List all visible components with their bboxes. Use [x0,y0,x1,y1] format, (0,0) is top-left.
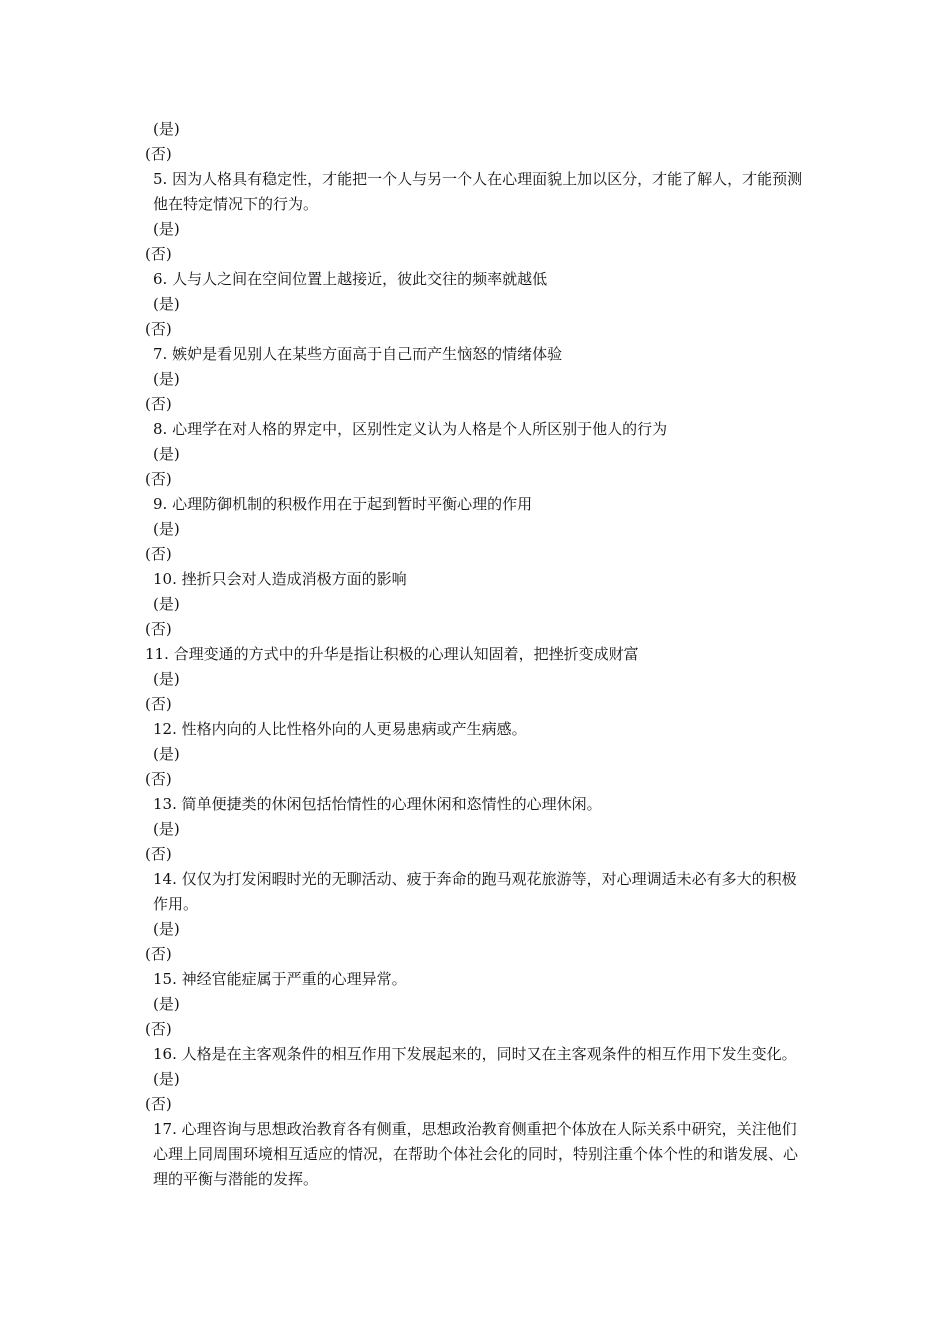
answer-no: (否) [145,845,172,863]
answer-no: (否) [145,545,172,563]
answer-yes: (是) [153,995,180,1013]
question-14: 14. 仅仅为打发闲暇时光的无聊活动、疲于奔命的跑马观花旅游等，对心理调适未必有多大的积极作用。 [153,870,797,913]
answer-no: (否) [145,245,172,263]
answer-yes: (是) [153,370,180,388]
question-9: 9. 心理防御机制的积极作用在于起到暂时平衡心理的作用 [153,495,533,513]
question-11: 11. 合理变通的方式中的升华是指让积极的心理认知固着，把挫折变成财富 [145,645,639,663]
answer-no: (否) [145,1095,172,1113]
answer-yes: (是) [153,920,180,938]
answer-yes: (是) [153,445,180,463]
question-list [145,117,810,1192]
answer-yes: (是) [153,820,180,838]
question-6: 6. 人与人之间在空间位置上越接近，彼此交往的频率就越低 [153,270,548,288]
question-8: 8. 心理学在对人格的界定中，区别性定义认为人格是个人所区别于他人的行为 [153,420,668,438]
question-13: 13. 简单便捷类的休闲包括怡情性的心理休闲和恣情性的心理休闲。 [153,795,602,813]
question-10: 10. 挫折只会对人造成消极方面的影响 [153,570,407,588]
answer-no: (否) [145,770,172,788]
answer-no: (否) [145,1020,172,1038]
answer-no: (否) [145,145,172,163]
answer-yes: (是) [153,120,180,138]
question-7: 7. 嫉妒是看见别人在某些方面高于自己而产生恼怒的情绪体验 [153,345,563,363]
question-5: 5. 因为人格具有稳定性，才能把一个人与另一个人在心理面貌上加以区分，才能了解人，才能预测他在特定情况下的行为。 [153,170,803,213]
answer-yes: (是) [153,595,180,613]
answer-no: (否) [145,695,172,713]
answer-yes: (是) [153,220,180,238]
answer-yes: (是) [153,520,180,538]
question-16: 16. 人格是在主客观条件的相互作用下发展起来的，同时又在主客观条件的相互作用下发生变化。 [153,1045,797,1063]
answer-yes: (是) [153,745,180,763]
answer-no: (否) [145,320,172,338]
question-17: 17. 心理咨询与思想政治教育各有侧重，思想政治教育侧重把个体放在人际关系中研究，关注他们心理上同周围环境相互适应的情况，在帮助个体社会化的同时，特别注重个体个性的和谐发展、心理的平衡与潜能的发挥。 [153,1120,799,1188]
answer-yes: (是) [153,1070,180,1088]
answer-no: (否) [145,945,172,963]
question-12: 12. 性格内向的人比性格外向的人更易患病或产生病感。 [153,720,527,738]
question-15: 15. 神经官能症属于严重的心理异常。 [153,970,407,988]
answer-yes: (是) [153,295,180,313]
answer-yes: (是) [153,670,180,688]
answer-no: (否) [145,395,172,413]
answer-no: (否) [145,470,172,488]
answer-no: (否) [145,620,172,638]
